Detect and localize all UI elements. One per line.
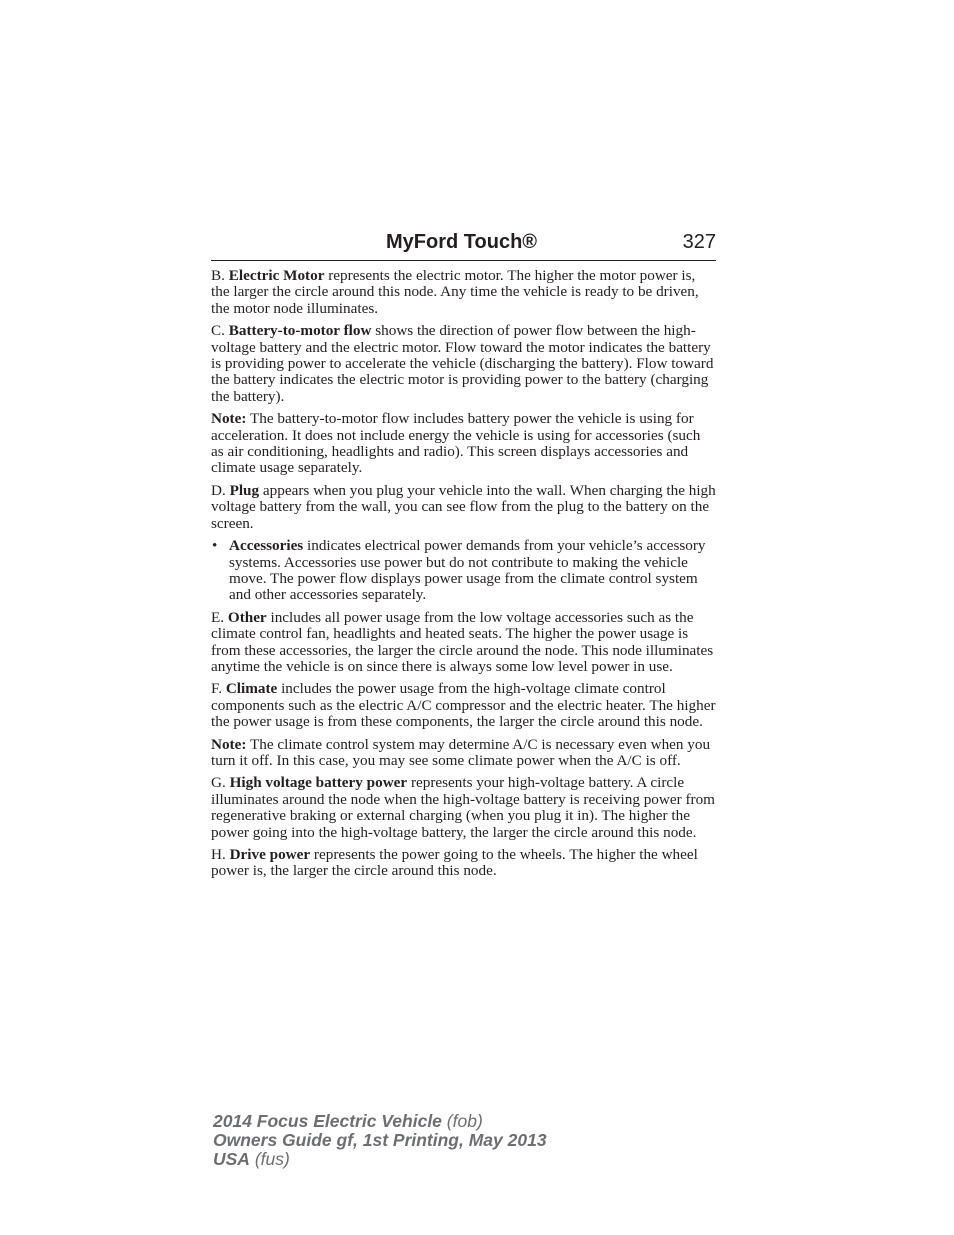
description: indicates electrical power demands from your vehicle’s accessory systems. Accessories use power but do not contribute to making the vehicle move. The power flow displays power usage from the climate control system and other accessories separately. xyxy=(229,537,706,604)
note-label: Note: xyxy=(211,410,247,428)
term-other: Other xyxy=(227,608,267,626)
item-letter: C. xyxy=(211,322,225,340)
item-letter: E. xyxy=(211,608,225,626)
note-battery-flow xyxy=(211,411,716,477)
paragraph-high-voltage-battery-power xyxy=(211,775,716,841)
paragraph-climate xyxy=(211,681,716,730)
term-accessories: Accessories xyxy=(229,537,304,555)
term-high-voltage-battery-power: High voltage battery power xyxy=(229,774,408,792)
description: represents your high-voltage battery. A circle illuminates around the node when the high-voltage battery is receiving power from regenerative braking or external charging (when you plug it in). The higher the power going into the high-voltage battery, the larger the circle around this node. xyxy=(211,774,715,841)
footer-guide-edition: Owners Guide gf, 1st Printing, May 2013 xyxy=(213,1130,547,1150)
item-letter: F. xyxy=(211,680,223,698)
term-electric-motor: Electric Motor xyxy=(228,267,325,284)
description: shows the direction of power flow between the high-voltage battery and the electric motor. Flow toward the motor indicates the battery is providing power to accelerate the vehicle (discharging the battery). Flow toward the battery indicates the electric motor is providing power to the battery (charging the battery). xyxy=(211,322,714,405)
footer-vehicle-name: 2014 Focus Electric Vehicle xyxy=(213,1111,442,1131)
footer-line-guide xyxy=(213,1131,547,1150)
term-plug: Plug xyxy=(229,481,260,499)
body-text xyxy=(211,268,716,886)
note-text: The climate control system may determine A/C is necessary even when you turn it off. In this case, you may see some climate power when the A/C is off. xyxy=(211,735,711,769)
bullet-dot: • xyxy=(212,537,218,555)
section-title: MyFord Touch® xyxy=(386,231,538,253)
note-climate xyxy=(211,737,716,770)
item-letter: B. xyxy=(211,267,225,284)
page-number: 327 xyxy=(682,231,716,253)
paragraph-plug xyxy=(211,483,716,532)
item-letter: H. xyxy=(211,846,226,863)
paragraph-electric-motor xyxy=(211,268,716,317)
note-label: Note: xyxy=(211,735,247,753)
description: includes all power usage from the low voltage accessories such as the climate control fan, headlights and heated seats. The higher the power usage is from these accessories, the larger the circle around the node. This node illuminates anytime the vehicle is on since there is always some low level power in use. xyxy=(211,608,714,675)
footer-line-vehicle xyxy=(213,1112,547,1131)
description: represents the electric motor. The higher the motor power is, the larger the circle around this node. Any time the vehicle is ready to be driven, the motor node illuminates. xyxy=(211,267,699,317)
bullet-accessories xyxy=(211,538,716,604)
note-text: The battery-to-motor flow includes battery power the vehicle is using for acceleration. It does not include energy the vehicle is using for accessories (such as air conditioning, headlights and radio). This screen displays accessories and climate usage separately. xyxy=(211,410,701,477)
term-climate: Climate xyxy=(225,680,278,698)
description: appears when you plug your vehicle into the wall. When charging the high voltage battery from the wall, you can see flow from the plug to the battery on the screen. xyxy=(211,481,716,532)
paragraph-battery-to-motor-flow xyxy=(211,323,716,405)
footer-vehicle-code: (fob) xyxy=(446,1111,483,1131)
paragraph-drive-power xyxy=(211,847,716,880)
description: represents the power going to the wheels. The higher the wheel power is, the larger the circle around this node. xyxy=(211,846,698,880)
footer-line-market xyxy=(213,1150,547,1169)
item-letter: G. xyxy=(211,774,226,792)
term-drive-power: Drive power xyxy=(229,846,311,863)
page-footer xyxy=(213,1112,547,1169)
item-letter: D. xyxy=(211,481,226,499)
page-header xyxy=(211,228,716,261)
description: includes the power usage from the high-voltage climate control components such as the electric A/C compressor and the electric heater. The higher the power usage is from these components, the larger the circle around this node. xyxy=(211,680,716,731)
footer-market-code: (fus) xyxy=(254,1149,290,1169)
term-battery-to-motor-flow: Battery-to-motor flow xyxy=(228,322,372,340)
paragraph-other xyxy=(211,610,716,676)
footer-market: USA xyxy=(213,1149,250,1169)
